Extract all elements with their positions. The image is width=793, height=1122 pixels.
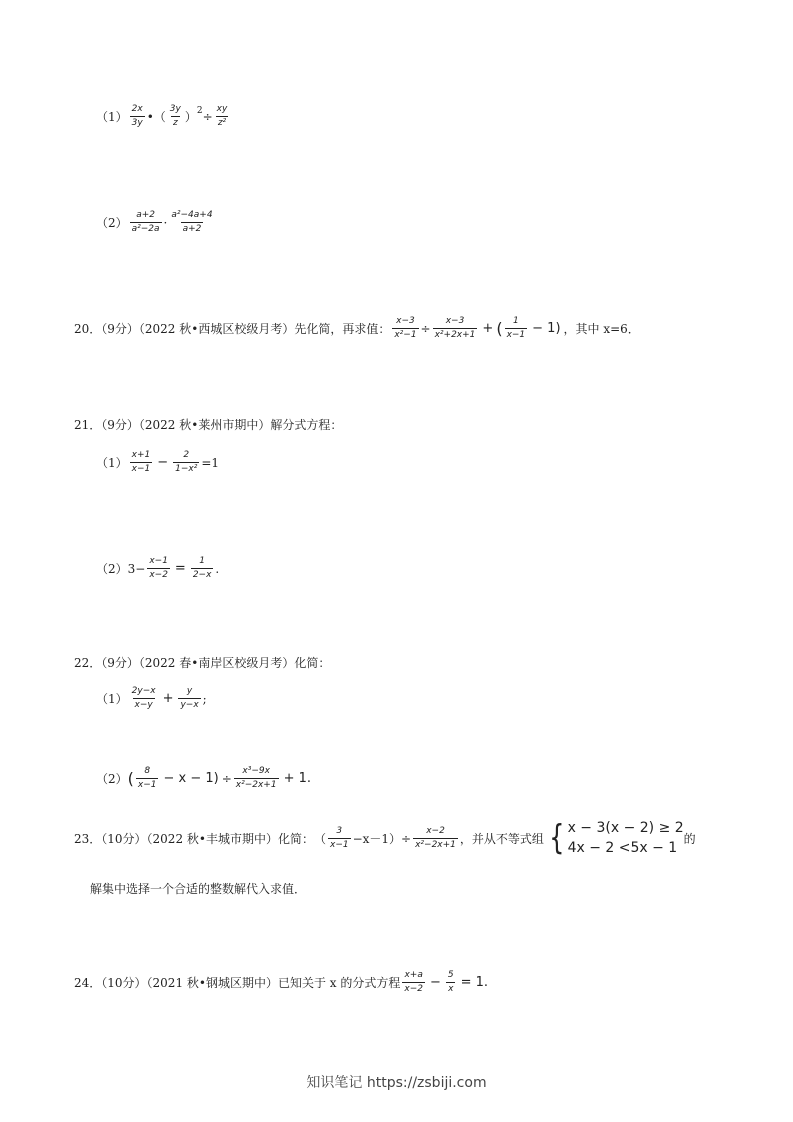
fraction [147, 556, 170, 581]
fraction [130, 450, 153, 475]
problem-19-part-1 [96, 104, 231, 129]
numerator: x+a [404, 970, 423, 980]
numerator: a+2 [136, 210, 155, 220]
part-label: （2）3− [96, 562, 146, 576]
inequality-2: 4x − 2 <5x − 1 [567, 840, 678, 856]
numerator: 8 [144, 766, 151, 776]
fraction [169, 210, 214, 235]
fraction [215, 104, 230, 129]
problem-text: ，并从不等式组 [459, 831, 544, 846]
problem-20 [74, 316, 640, 341]
denominator: z² [217, 118, 227, 128]
fraction [328, 826, 351, 851]
problem-heading: 22．（9分）（2022 春•南岸区校级月考）化简： [74, 656, 331, 670]
numerator: 1 [199, 556, 205, 566]
denominator: a+2 [182, 224, 202, 234]
fraction [173, 450, 199, 475]
fraction [130, 686, 158, 711]
expression-part: − 1) [532, 321, 561, 336]
numerator: 1 [512, 316, 519, 326]
fraction [433, 316, 478, 341]
fraction [130, 104, 145, 129]
semicolon: ; [202, 691, 207, 706]
part-label: （2） [96, 772, 128, 786]
denominator: x−1 [131, 464, 151, 474]
equals-operator: = [174, 561, 186, 576]
denominator: 2−x [192, 570, 212, 580]
numerator: y [186, 686, 193, 696]
problem-text: 的 [683, 831, 696, 846]
denominator: x−1 [330, 839, 349, 850]
numerator: xy [216, 104, 228, 114]
left-paren: （ [153, 110, 166, 124]
denominator: x−2 [149, 570, 168, 580]
denominator: x−1 [137, 780, 157, 790]
expression-part: + 1. [283, 771, 311, 786]
numerator: 2x [131, 104, 143, 114]
problem-heading: 20．（9分）（2022 秋•西城区校级月考）先化简，再求值： [74, 322, 391, 336]
part-label: （1） [96, 456, 128, 470]
numerator: 2 [183, 450, 190, 460]
denominator: x−2 [404, 984, 423, 994]
denominator: z [172, 118, 178, 128]
problem-23-line-2 [90, 880, 306, 897]
problem-heading: 21．（9分）（2022 秋•莱州市期中）解分式方程： [74, 418, 343, 432]
period: . [215, 561, 220, 576]
equation-rhs: = 1. [460, 975, 489, 990]
denominator: x²+2x+1 [434, 330, 476, 340]
numerator: 3 [336, 825, 343, 836]
numerator: 3y [169, 104, 181, 114]
expression-part: −x－1）÷ [352, 831, 412, 846]
fraction [234, 766, 279, 791]
fraction [168, 104, 183, 129]
problem-22-heading [74, 654, 330, 671]
fraction [413, 826, 458, 851]
denominator: x²−1 [394, 330, 417, 340]
denominator: 3y [131, 118, 143, 128]
numerator: x−3 [396, 316, 415, 326]
denominator: x−y [134, 700, 153, 710]
numerator: x−1 [149, 556, 168, 566]
dot-operator: · [163, 215, 168, 230]
problem-24 [74, 970, 491, 995]
fraction [130, 210, 162, 235]
part-label: （1） [96, 110, 128, 124]
denominator: x²−2x+1 [235, 780, 277, 790]
plus-operator: + [482, 321, 494, 336]
divide-operator: ÷ [221, 771, 232, 786]
numerator: x−3 [445, 316, 465, 326]
numerator: x+1 [131, 450, 151, 460]
problem-21-heading [74, 416, 342, 433]
minus-operator: − [157, 455, 169, 470]
denominator: y−x [180, 700, 199, 710]
denominator: 1−x² [175, 464, 198, 474]
right-paren: ） [184, 110, 197, 124]
numerator: x³−9x [242, 766, 270, 776]
numerator: x−2 [426, 825, 445, 836]
dot-operator: • [146, 109, 154, 124]
problem-heading: 23．（10分）（2022 秋•丰城市期中）化简： [74, 831, 314, 846]
denominator: a²−2a [131, 224, 160, 234]
fraction [136, 766, 159, 791]
denominator: x [448, 984, 454, 994]
problem-heading: 24．（10分）（2021 秋•钢城区期中）已知关于 x 的分式方程 [74, 976, 401, 990]
inequality-system [546, 818, 684, 858]
expression-part: − x − 1) [163, 771, 219, 786]
problem-21-part-1 [96, 450, 219, 475]
problem-22-part-1 [96, 686, 207, 711]
fraction [178, 686, 200, 711]
problem-19-part-2 [96, 210, 217, 235]
problem-23 [74, 818, 696, 858]
problem-21-part-2 [96, 556, 219, 581]
footer-watermark: 知识笔记 https://zsbiji.com [306, 1075, 487, 1091]
problem-condition: ，其中 x=6． [563, 322, 640, 336]
part-label: （1） [96, 692, 128, 706]
brace-icon: { [549, 818, 565, 858]
numerator: a²−4a+4 [171, 210, 213, 220]
fraction [505, 316, 528, 341]
plus-operator: + [162, 691, 174, 706]
left-paren: ( [127, 769, 134, 788]
denominator: x−1 [506, 330, 526, 340]
minus-operator: − [429, 975, 441, 990]
equation-rhs: =1 [201, 455, 220, 470]
fraction [446, 970, 456, 995]
numerator: 2y−x [131, 686, 156, 696]
part-label: （2） [96, 216, 128, 230]
fraction [402, 970, 425, 995]
fraction [392, 316, 418, 341]
inequality-1: x − 3(x − 2) ≥ 2 [567, 820, 684, 836]
fraction [191, 556, 214, 581]
exponent: 2 [196, 105, 203, 116]
denominator: x²−2x+1 [415, 839, 456, 850]
divide-operator: ÷ [202, 109, 213, 124]
divide-operator: ÷ [420, 321, 431, 336]
numerator: 5 [447, 970, 454, 980]
problem-text: 解集中选择一个合适的整数解代入求值． [90, 882, 307, 896]
left-paren: （ [313, 831, 326, 846]
left-paren: ( [496, 319, 503, 338]
problem-22-part-2 [96, 766, 314, 791]
